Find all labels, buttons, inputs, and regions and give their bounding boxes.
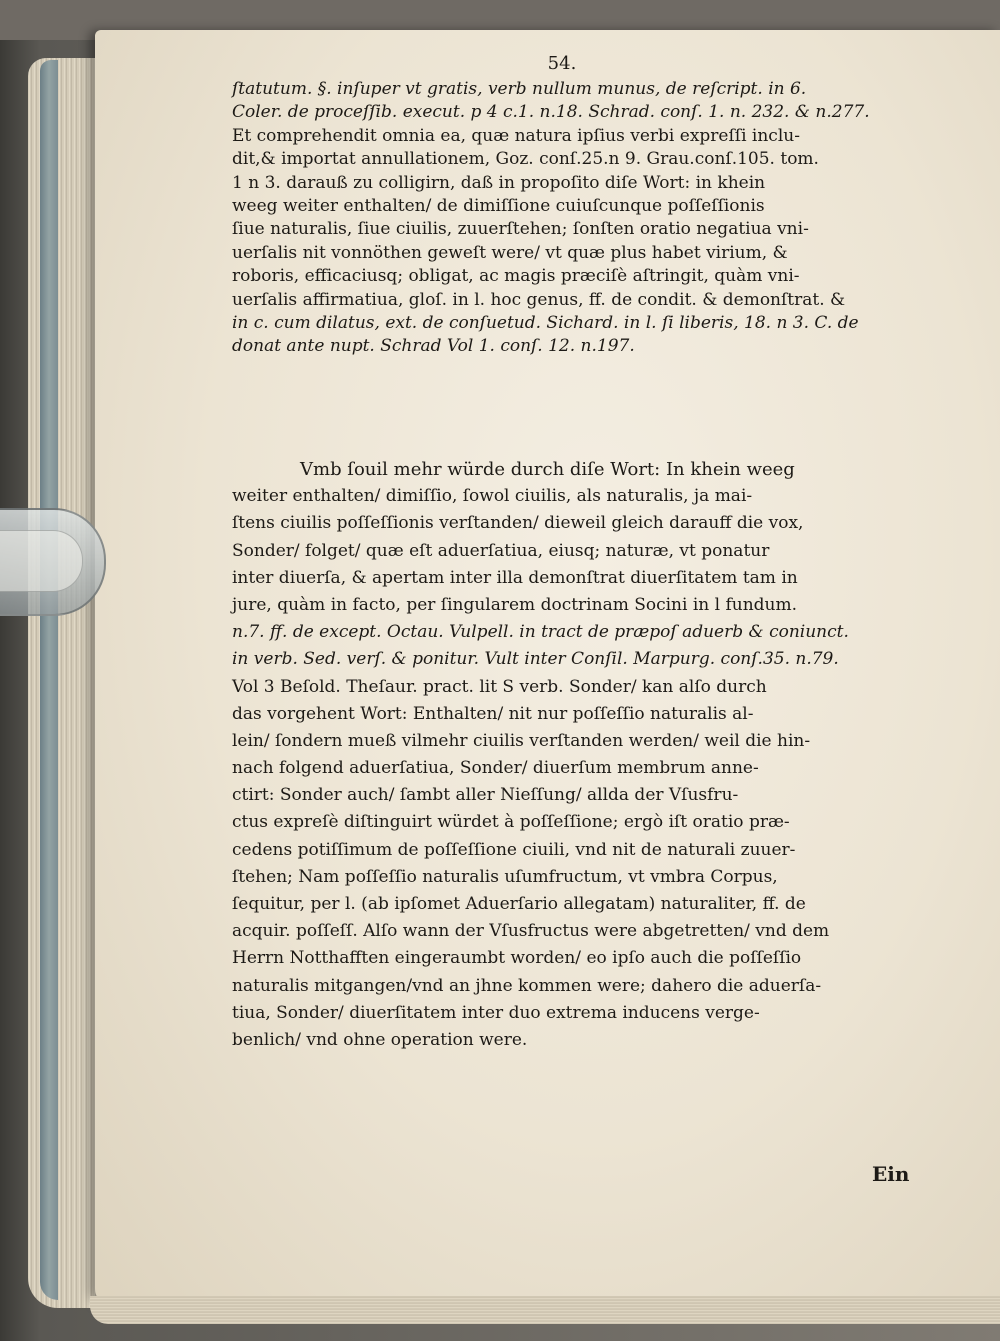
text-line: Sonder/ folget/ quæ eſt aduerſatiua, eiusq; naturæ, vt ponatur: [232, 540, 770, 561]
text-line: ſequitur, per l. (ab ipſomet Aduerſario allegatam) naturaliter, ff. de: [232, 894, 806, 914]
text-line: weiter enthalten/ dimiſſio, ſowol ciuilis, als naturalis, ja mai-: [232, 486, 753, 507]
text-line: das vorgehent Wort: Enthalten/ nit nur poſſeſſio naturalis al-: [232, 703, 754, 724]
text-line: dit,& importat annullationem, Goz. conſ.25.n 9. Grau.conſ.105. tom.: [232, 149, 819, 170]
page-number: 54.: [547, 53, 577, 74]
text-line: naturalis mitgangen/vnd an jhne kommen were; dahero die aduerſa-: [232, 975, 822, 996]
text-line: ctus expreſè diſtinguirt würdet à poſſeſſione; ergò iſt oratio præ-: [232, 812, 790, 833]
text-block-2: [232, 456, 932, 1054]
page-edges-left: [28, 58, 100, 1308]
text-line: ſtens ciuilis poſſeſſionis verſtanden/ dieweil gleich darauff die vox,: [232, 513, 804, 534]
text-line: cedens potiſſimum de poſſeſſione ciuili, vnd nit de naturali zuuer-: [232, 839, 796, 860]
text-line: in c. cum dilatus, ext. de conſuetud. Sichard. in l. ſi liberis, 18. n 3. C. de: [232, 312, 859, 333]
text-line: lein/ ſondern mueß vilmehr ciuilis verſtanden werden/ weil die hin-: [232, 730, 811, 751]
text-line: tiua, Sonder/ diuerſitatem inter duo extrema inducens verge-: [232, 1002, 760, 1023]
text-line: n.7. ff. de except. Octau. Vulpell. in tract de præpoſ aduerb & coniunct.: [232, 622, 849, 643]
text-line: acquir. poſſeſſ. Alſo wann der Vſusfructus were abgetretten/ vnd dem: [232, 921, 830, 942]
text-line: 1 n 3. darauß zu colligirn, daß in propoſito diſe Wort: in khein: [232, 172, 766, 193]
catchword: Ein: [872, 1162, 910, 1186]
text-line: donat ante nupt. Schrad Vol 1. conſ. 12. n.197.: [232, 336, 635, 357]
text-line: inter diuerſa, & apertam inter illa demonſtrat diuerſitatem tam in: [232, 567, 798, 588]
text-block-1: [232, 52, 932, 359]
text-line: weeg weiter enthalten/ de dimiſſione cuiuſcunque poſſeſſionis: [232, 195, 765, 216]
page-edges-bottom: [90, 1296, 1000, 1324]
text-line: ctirt: Sonder auch/ ſambt aller Nieſſung/ allda der Vſusfru-: [232, 785, 739, 806]
text-line: Coler. de proceſſib. execut. p 4 c.1. n.18. Schrad. conſ. 1. n. 232. & n.277.: [232, 102, 870, 123]
text-line: ſiue naturalis, ſiue ciuilis, zuuerſtehen; ſonſten oratio negatiua vni-: [232, 219, 809, 240]
text-line: jure, quàm in facto, per ſingularem doctrinam Socini in l fundum.: [232, 594, 798, 615]
text-line: uerſalis nit vonnöthen geweſt were/ vt quæ plus habet virium, &: [232, 242, 788, 263]
page-edges-tinted: [40, 60, 58, 1300]
text-line: Herrn Notthafften eingeraumbt worden/ eo ipſo auch die poſſeſſio: [232, 948, 802, 969]
text-line: benlich/ vnd ohne operation were.: [232, 1029, 528, 1050]
text-line: ſtatutum. §. inſuper vt gratis, verb nullum munus, de reſcript. in 6.: [232, 79, 807, 99]
text-line: roboris, efficaciusq; obligat, ac magis præciſè aſtringit, quàm vni-: [232, 266, 800, 287]
text-line: nach folgend aduerſatiua, Sonder/ diuerſum membrum anne-: [232, 758, 759, 779]
text-line: ſtehen; Nam poſſeſſio naturalis uſumfructum, vt vmbra Corpus,: [232, 866, 778, 887]
text-line: in verb. Sed. verſ. & ponitur. Vult inter Conſil. Marpurg. conſ.35. n.79.: [232, 649, 839, 670]
page-clip-inner: [0, 530, 83, 592]
text-line: uerſalis affirmatiua, gloſ. in l. hoc genus, ff. de condit. & demonſtrat. &: [232, 289, 846, 310]
text-line: Vmb ſouil mehr würde durch diſe Wort: In khein weeg: [300, 459, 795, 480]
text-line: Vol 3 Beſold. Theſaur. pract. lit S verb. Sonder/ kan alſo durch: [232, 676, 767, 697]
text-line: Et comprehendit omnia ea, quæ natura ipſius verbi expreſſi inclu-: [232, 125, 800, 146]
